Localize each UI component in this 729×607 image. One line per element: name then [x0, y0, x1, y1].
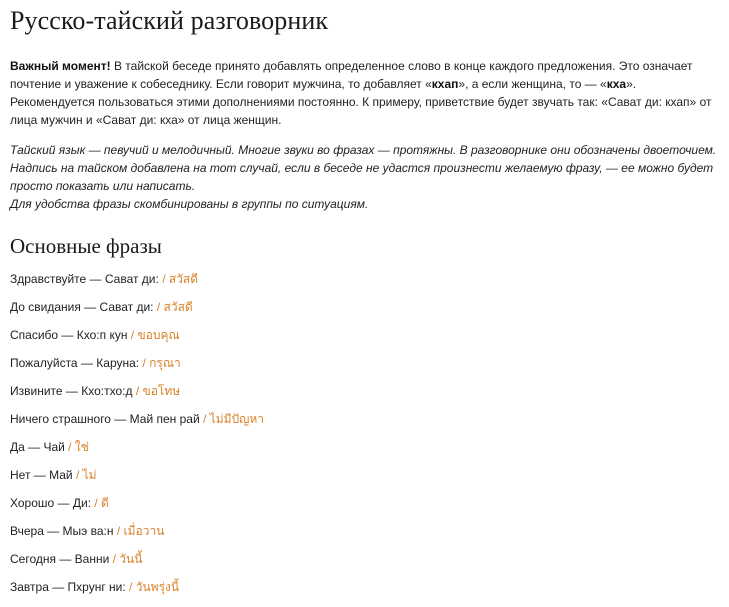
intro-text-2: », а если женщина, то — « [458, 77, 607, 91]
phrase-ru: До свидания — Сават ди: [10, 300, 154, 314]
phrase-item [10, 523, 722, 551]
phrase-ru: Пожалуйста — Каруна: [10, 356, 140, 370]
phrase-ru: Завтра — Пхрунг ни: [10, 580, 126, 594]
phrase-item [10, 495, 722, 523]
phrase-item [10, 467, 722, 495]
phrase-item [10, 551, 722, 579]
phrase-list [10, 271, 722, 607]
italic-note [10, 141, 722, 213]
phrase-thai: / ขอบคุณ [127, 328, 180, 342]
page-title: Русско-тайский разговорник [10, 6, 329, 35]
phrase-item [10, 327, 722, 355]
phrase-thai: / ไม่มีปัญหา [199, 412, 265, 426]
phrase-thai: / ไม่ [72, 468, 97, 482]
italic-paragraph: Тайский язык — певучий и мелодичный. Многие звуки во фразах — протяжны. В разговорнике они обозначены двоеточием. Надпись на тайском добавлена на тот случай, если в беседе не удастся произнести желаемую фразу, — ее можно будет просто показать или написать. [10, 143, 717, 193]
phrase-ru: Да — Чай [10, 440, 65, 454]
phrase-ru: Ничего страшного — Май пен рай [10, 412, 200, 426]
phrase-thai: / วันนี้ [109, 552, 143, 566]
italic-line: Для удобства фразы скомбинированы в группы по ситуациям. [10, 197, 369, 211]
phrase-thai: / ใช่ [64, 440, 89, 454]
phrase-thai: / วันพรุ่งนี้ [125, 580, 180, 594]
phrase-item [10, 411, 722, 439]
phrase-ru: Хорошо — Ди: [10, 496, 92, 510]
phrase-ru: Извините — Кхо:тхо:д [10, 384, 133, 398]
phrase-thai: / เมื่อวาน [113, 524, 165, 538]
phrase-ru: Нет — Май [10, 468, 73, 482]
phrase-item [10, 383, 722, 411]
phrase-thai: / ขอโทษ [132, 384, 181, 398]
intro-text-3: ». Рекомендуется пользоваться этими дополнениями постоянно. К примеру, приветствие будет звучать так: «Сават ди: кхап» от лица мужчин и «Сават ди: кха» от лица женщин. [10, 77, 712, 127]
intro-text-1: В тайской беседе принято добавлять определенное слово в конце каждого предложения. Это означает почтение и уважение к собеседнику. Если говорит мужчина, то добавляет « [10, 59, 693, 91]
intro-bold-lead: Важный момент! [10, 59, 111, 73]
phrase-thai: / กรุณา [139, 356, 181, 370]
phrase-item [10, 271, 722, 299]
phrase-thai: / ดี [91, 496, 109, 510]
intro-word-male: кхап [431, 77, 459, 91]
article [10, 0, 722, 607]
phrase-ru: Здравствуйте — Сават ди: [10, 272, 159, 286]
phrase-ru: Вчера — Мыэ ва:н [10, 524, 114, 538]
section-title: Основные фразы [10, 234, 162, 258]
phrase-thai: / สวัสดี [153, 300, 193, 314]
phrase-ru: Спасибо — Кхо:п кун [10, 328, 128, 342]
phrase-item [10, 355, 722, 383]
phrase-item [10, 439, 722, 467]
intro-word-female: кха [606, 77, 627, 91]
phrase-ru: Сегодня — Ванни [10, 552, 110, 566]
phrase-item [10, 299, 722, 327]
intro-paragraph [10, 57, 722, 129]
phrase-thai: / สวัสดี [158, 272, 199, 286]
